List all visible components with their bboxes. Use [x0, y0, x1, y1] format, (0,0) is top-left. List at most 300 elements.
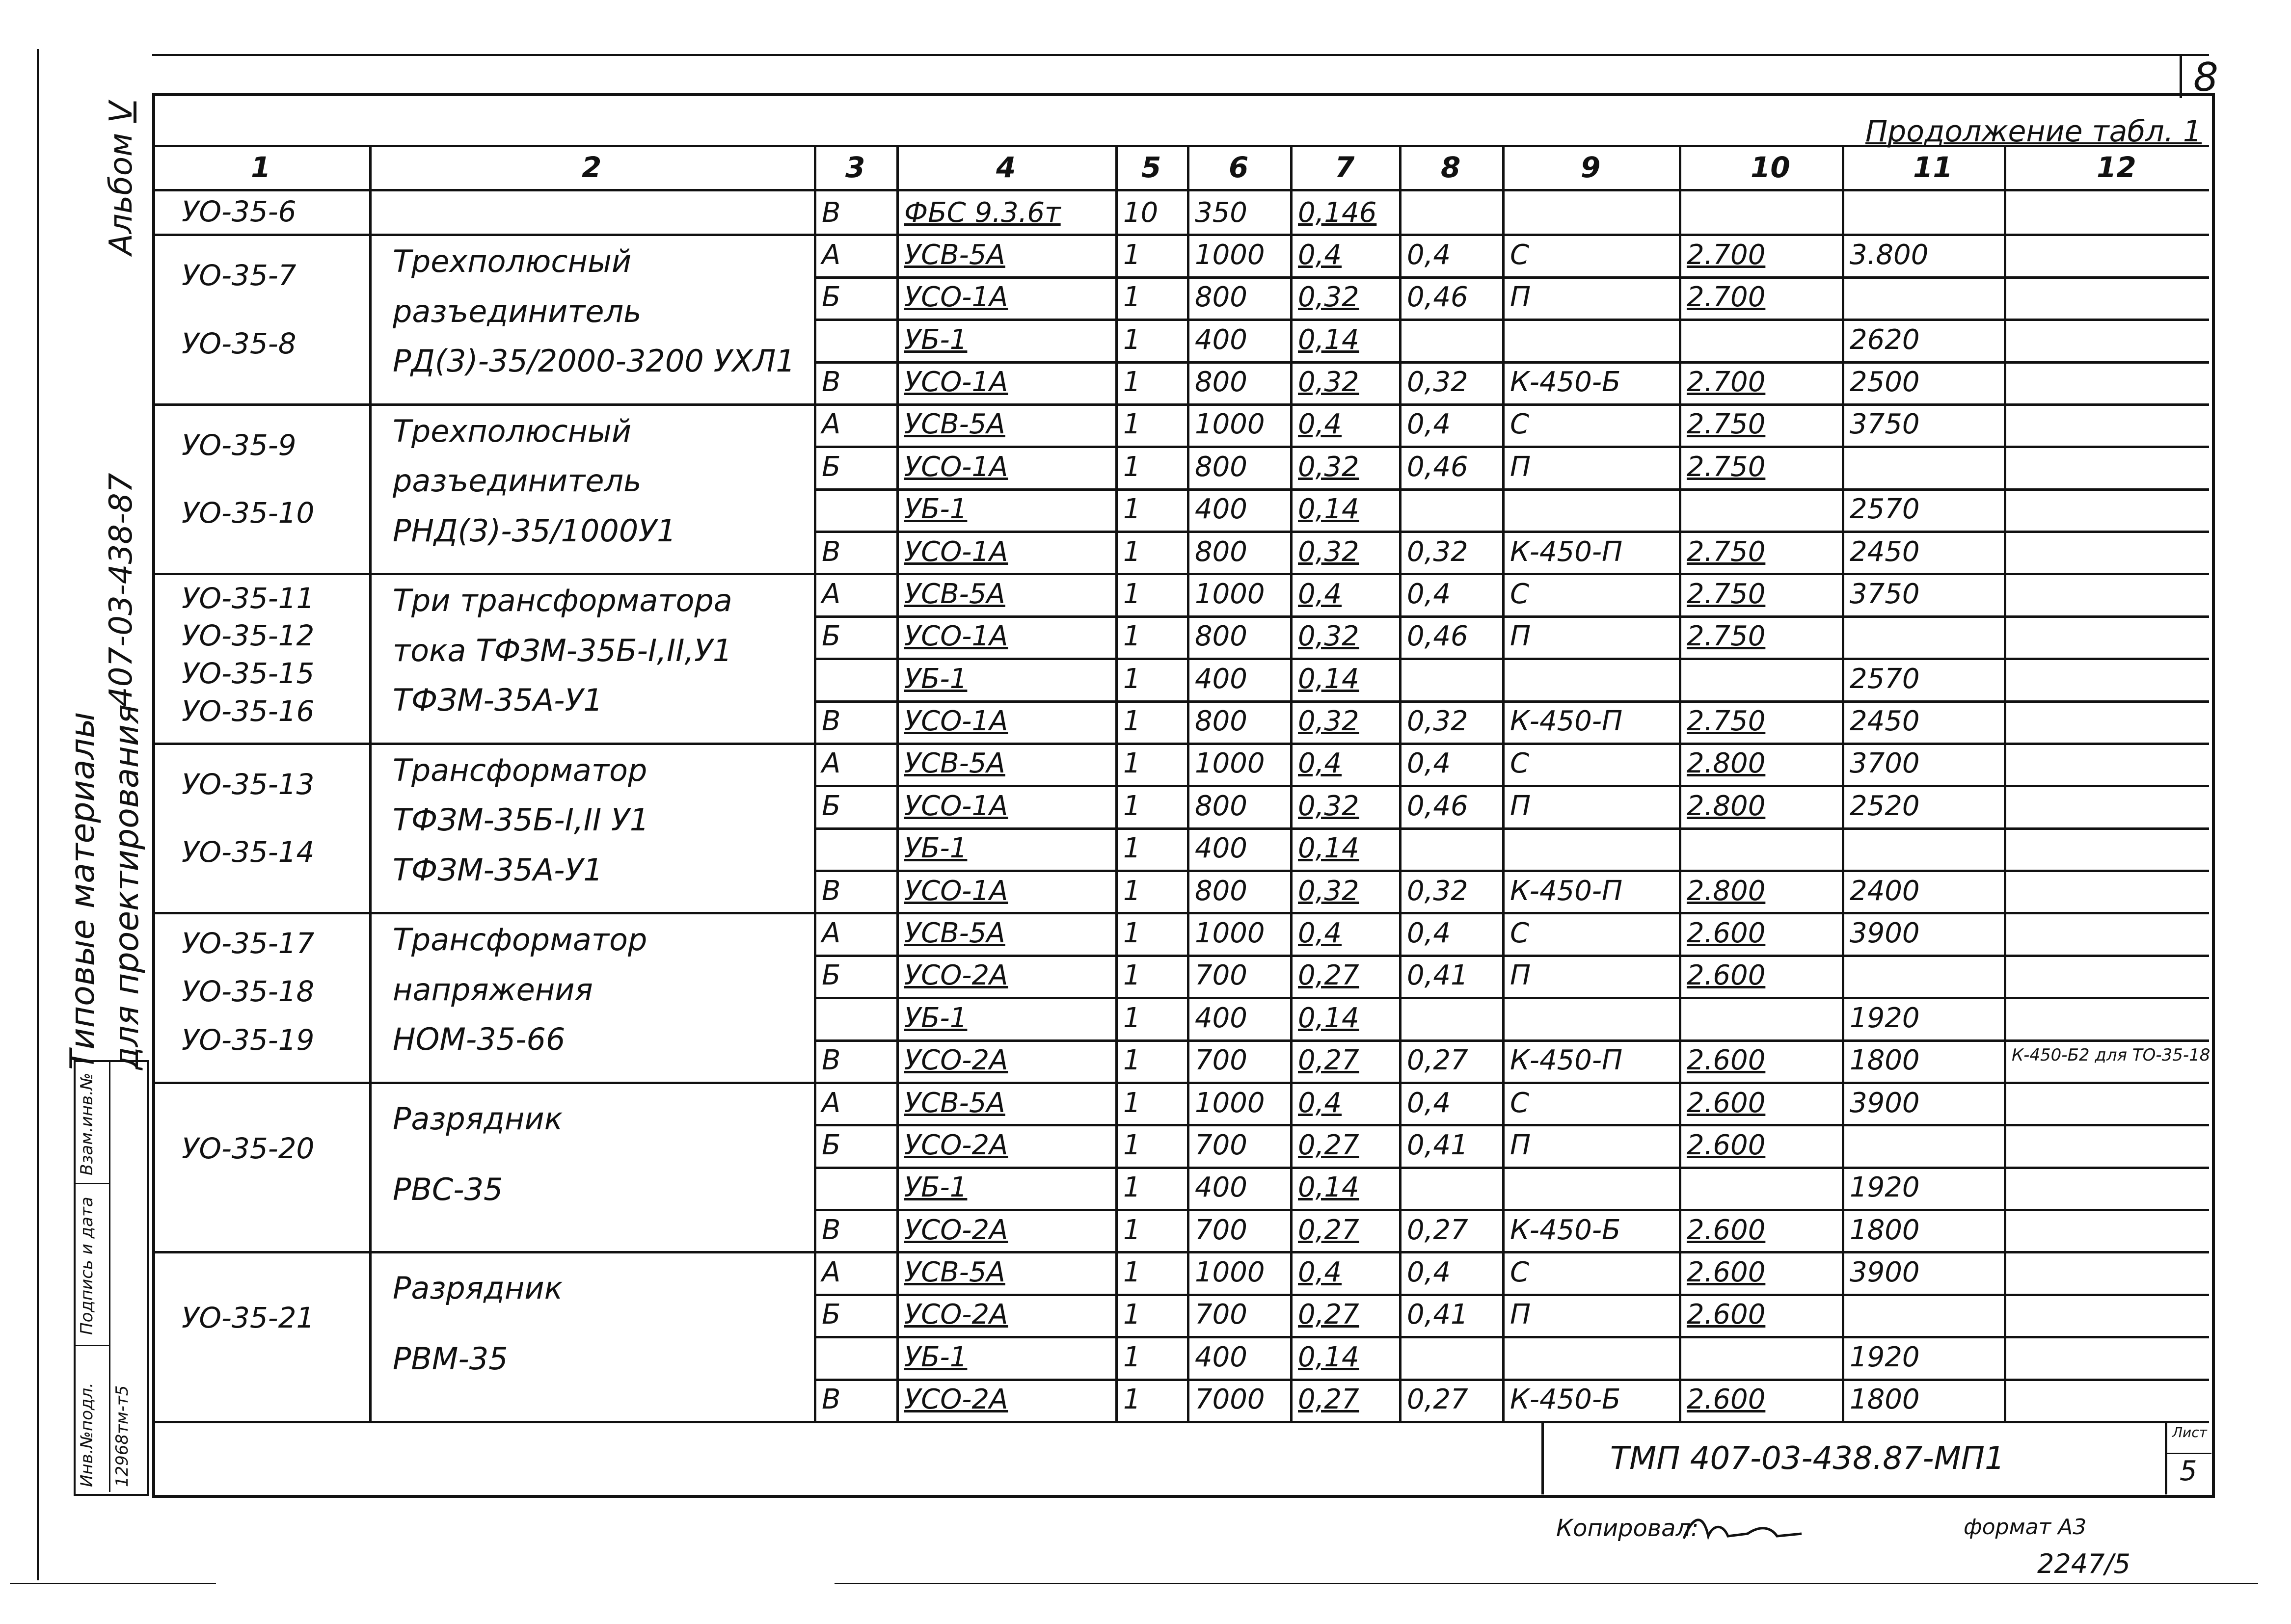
group-description: Разрядник	[393, 1100, 563, 1137]
group-divider	[152, 403, 814, 406]
table-cell-c10: 2.800	[1687, 790, 1766, 822]
table-cell-c9: П	[1510, 620, 1531, 653]
table-row-line	[814, 1082, 2209, 1084]
table-cell-c4: УСО-2А	[904, 1384, 1008, 1416]
table-cell-c4: УСО-1А	[904, 366, 1008, 399]
group-description: Три трансформатора	[393, 583, 732, 619]
table-row-line	[814, 361, 2209, 364]
group-divider	[152, 912, 814, 914]
table-cell-c6: 1000	[1195, 1256, 1265, 1289]
stamp-label-2: Подпись и дата	[77, 1197, 97, 1335]
table-cell-c10: 2.750	[1687, 578, 1766, 610]
table-cell-c8: 0,46	[1407, 451, 1468, 483]
table-row-line	[814, 446, 2209, 448]
table-row-line	[814, 700, 2209, 703]
table-cell-c4: УБ-1	[904, 1171, 968, 1204]
table-cell-c9: П	[1510, 451, 1531, 483]
group-description: ТФЗМ-35А-У1	[393, 682, 603, 719]
table-cell-c4: УБ-1	[904, 1002, 968, 1034]
table-cell-c9: К-450-П	[1510, 535, 1623, 568]
column-divider	[1290, 145, 1293, 1421]
table-cell-c9: П	[1510, 1299, 1531, 1331]
table-cell-c6: 400	[1195, 323, 1247, 356]
table-cell-c11: 2520	[1850, 790, 1920, 822]
stamp-row-1	[74, 1183, 110, 1184]
table-cell-c6: 800	[1195, 705, 1247, 738]
table-cell-c8: 0,4	[1407, 408, 1451, 441]
table-cell-c6: 1000	[1195, 1087, 1265, 1119]
title-block-sheet-line	[2165, 1421, 2167, 1494]
table-cell-c5: 1	[1123, 408, 1141, 441]
table-row-line	[814, 1039, 2209, 1042]
column-header: 6	[1229, 151, 1249, 184]
copied-by-label: Копировал:	[1556, 1515, 1699, 1542]
table-cell-c4: УСО-2А	[904, 1299, 1008, 1331]
table-cell-c10: 2.600	[1687, 1087, 1766, 1119]
group-divider	[152, 1251, 814, 1253]
table-cell-c7: 0,4	[1298, 917, 1342, 949]
title-line-2: для проектирования	[108, 704, 146, 1070]
table-cell-c10: 2.600	[1687, 1044, 1766, 1077]
table-row-line	[814, 1336, 2209, 1338]
table-cell-c9: П	[1510, 959, 1531, 992]
table-cell-c7: 0,27	[1298, 959, 1359, 992]
table-cell-c5: 1	[1123, 1087, 1141, 1119]
table-cell-c9: К-450-П	[1510, 875, 1623, 907]
table-cell-c5: 1	[1123, 790, 1141, 822]
table-cell-c7: 0,146	[1298, 196, 1377, 229]
table-cell-c6: 400	[1195, 1341, 1247, 1373]
table-row-line	[814, 997, 2209, 999]
table-cell-c3: А	[822, 917, 841, 949]
table-cell-c10: 2.750	[1687, 620, 1766, 653]
column-divider	[1842, 145, 1844, 1421]
table-cell-c4: УСВ-5А	[904, 747, 1005, 780]
sheet-number-box-line	[2180, 54, 2182, 98]
album-text: Альбом	[103, 133, 139, 255]
group-code: УО-35-20	[182, 1131, 315, 1165]
table-cell-c10: 2.600	[1687, 959, 1766, 992]
group-description: РВМ-35	[393, 1341, 508, 1377]
table-cell-c10: 2.600	[1687, 1129, 1766, 1161]
table-cell-c6: 800	[1195, 535, 1247, 568]
table-cell-c8: 0,32	[1407, 705, 1468, 738]
column-header: 5	[1141, 151, 1161, 184]
table-cell-c6: 700	[1195, 1129, 1247, 1161]
table-cell-c11: 3750	[1850, 408, 1920, 441]
table-cell-c7: 0,27	[1298, 1384, 1359, 1416]
table-cell-c6: 800	[1195, 281, 1247, 314]
table-cell-c6: 7000	[1195, 1384, 1265, 1416]
table-cell-c11: 2450	[1850, 535, 1920, 568]
column-divider	[1679, 145, 1681, 1421]
table-cell-c3: В	[822, 1384, 841, 1416]
table-cell-c7: 0,4	[1298, 408, 1342, 441]
group-divider	[152, 234, 814, 236]
table-cell-c8: 0,4	[1407, 747, 1451, 780]
table-cell-c11: 3700	[1850, 747, 1920, 780]
table-cell-c5: 1	[1123, 366, 1141, 399]
table-row-line	[814, 276, 2209, 279]
format-label: формат А3	[1964, 1515, 2087, 1540]
table-row-line	[814, 615, 2209, 618]
stamp-label-3: Взам.инв.№	[77, 1072, 97, 1175]
column-divider	[1187, 145, 1189, 1421]
table-cell-c7: 0,32	[1298, 281, 1359, 314]
table-cell-c9: С	[1510, 917, 1530, 949]
group-description: ТФЗМ-35Б-I,II У1	[393, 802, 649, 838]
table-cell-c7: 0,27	[1298, 1299, 1359, 1331]
table-cell-c8: 0,4	[1407, 1256, 1451, 1289]
table-cell-c9: К-450-Б	[1510, 366, 1621, 399]
table-cell-c3: Б	[822, 1299, 841, 1331]
stamp-value: 12968тм-т5	[112, 1385, 132, 1487]
table-cell-c3: Б	[822, 451, 841, 483]
table-cell-c8: 0,32	[1407, 366, 1468, 399]
table-cell-c8: 0,4	[1407, 239, 1451, 271]
table-row-line	[814, 403, 2209, 406]
table-cell-c7: 0,4	[1298, 747, 1342, 780]
table-cell-c6: 700	[1195, 1044, 1247, 1077]
column-header: 12	[2097, 151, 2136, 184]
table-row-line	[814, 955, 2209, 957]
title-block-left	[1541, 1421, 1544, 1494]
table-cell-c6: 400	[1195, 493, 1247, 526]
table-cell-c4: УСВ-5А	[904, 1087, 1005, 1119]
table-cell-c10: 2.750	[1687, 705, 1766, 738]
table-row-line	[814, 319, 2209, 321]
column-divider	[896, 145, 899, 1421]
table-cell-c8: 0,27	[1407, 1384, 1468, 1416]
table-cell-c6: 700	[1195, 959, 1247, 992]
table-cell-c10: 2.700	[1687, 239, 1766, 271]
archive-number: 2247/5	[2037, 1548, 2130, 1579]
table-cell-c4: УСО-1А	[904, 875, 1008, 907]
table-row-line	[814, 531, 2209, 533]
bottom-left-dash	[10, 1583, 216, 1584]
table-cell-c5: 1	[1123, 535, 1141, 568]
table-cell-c5: 1	[1123, 620, 1141, 653]
group-description: НОМ-35-66	[393, 1021, 566, 1058]
title-block-sheet-row	[2165, 1453, 2211, 1454]
table-cell-c3: Б	[822, 281, 841, 314]
column-header: 10	[1751, 151, 1790, 184]
table-cell-c11: 1800	[1850, 1214, 1920, 1246]
table-cell-c6: 400	[1195, 663, 1247, 695]
column-divider	[1115, 145, 1118, 1421]
table-cell-c5: 1	[1123, 1256, 1141, 1289]
table-cell-c5: 1	[1123, 747, 1141, 780]
table-cell-c10: 2.600	[1687, 917, 1766, 949]
group-description: разъединитель	[393, 293, 642, 329]
table-cell-c9: С	[1510, 1256, 1530, 1289]
table-cell-c7: 0,14	[1298, 323, 1359, 356]
table-cell-c11: 3900	[1850, 917, 1920, 949]
table-cell-c8: 0,27	[1407, 1044, 1468, 1077]
group-code: УО-35-21	[182, 1301, 315, 1335]
stamp-label-1: Инв.№подл.	[77, 1383, 97, 1487]
table-cell-c8: 0,41	[1407, 1299, 1468, 1331]
column-divider	[2004, 145, 2006, 1421]
table-cell-c9: К-450-П	[1510, 705, 1623, 738]
table-cell-c5: 1	[1123, 1341, 1141, 1373]
table-cell-c3: А	[822, 747, 841, 780]
table-cell-c8: 0,4	[1407, 1087, 1451, 1119]
group-description: напряжения	[393, 971, 593, 1008]
group-code: УО-35-10	[182, 496, 315, 530]
table-row-line	[814, 743, 2209, 745]
column-header: 4	[996, 151, 1016, 184]
table-cell-c4: УСО-1А	[904, 535, 1008, 568]
table-cell-c8: 0,41	[1407, 1129, 1468, 1161]
table-cell-c11: 1800	[1850, 1384, 1920, 1416]
table-cell-c9: С	[1510, 408, 1530, 441]
table-row-line	[814, 1209, 2209, 1211]
group-code: УО-35-9	[182, 428, 296, 462]
group-description: РД(3)-35/2000-3200 УХЛ1	[393, 343, 795, 379]
group-description: Трансформатор	[393, 922, 647, 958]
table-row-line	[814, 573, 2209, 575]
table-cell-c7: 0,14	[1298, 1171, 1359, 1204]
table-cell-c4: УБ-1	[904, 493, 968, 526]
table-cell-c10: 2.800	[1687, 875, 1766, 907]
table-cell-c3: А	[822, 1087, 841, 1119]
table-cell-c7: 0,4	[1298, 1087, 1342, 1119]
table-cell-c8: 0,32	[1407, 875, 1468, 907]
table-cell-c5: 1	[1123, 1171, 1141, 1204]
header-bottom-line	[152, 189, 2209, 191]
table-cell-c3: В	[822, 535, 841, 568]
group-code: УО-35-15	[182, 657, 315, 691]
top-margin-line	[152, 54, 2209, 56]
table-cell-c8: 0,46	[1407, 620, 1468, 653]
table-cell-c3: В	[822, 366, 841, 399]
table-cell-c5: 1	[1123, 578, 1141, 610]
table-cell-c3: В	[822, 1044, 841, 1077]
table-cell-c11: 2620	[1850, 323, 1920, 356]
document-code: ТМП 407-03-438.87-МП1	[1610, 1440, 2005, 1477]
table-cell-c6: 1000	[1195, 917, 1265, 949]
table-cell-c7: 0,32	[1298, 366, 1359, 399]
table-cell-c11: 3900	[1850, 1087, 1920, 1119]
table-cell-c10: 2.750	[1687, 535, 1766, 568]
table-cell-c5: 1	[1123, 323, 1141, 356]
group-divider	[152, 573, 814, 575]
table-cell-c5: 1	[1123, 1384, 1141, 1416]
table-cell-c10: 2.600	[1687, 1299, 1766, 1331]
table-cell-c4: УСВ-5А	[904, 408, 1005, 441]
group-description: Трехполюсный	[393, 413, 632, 449]
group-description: ТФЗМ-35А-У1	[393, 852, 603, 888]
table-cell-c9: К-450-П	[1510, 1044, 1623, 1077]
table-cell-c3: Б	[822, 790, 841, 822]
table-cell-c6: 800	[1195, 366, 1247, 399]
table-cell-c5: 1	[1123, 663, 1141, 695]
table-cell-c4: УСО-2А	[904, 1044, 1008, 1077]
table-cell-c8: 0,4	[1407, 917, 1451, 949]
table-cell-c8: 0,32	[1407, 535, 1468, 568]
group-description: разъединитель	[393, 463, 642, 499]
table-cell-c6: 800	[1195, 451, 1247, 483]
table-cell-c9: К-450-Б	[1510, 1384, 1621, 1416]
table-cell-c7: 0,4	[1298, 1256, 1342, 1289]
table-cell-c3: Б	[822, 1129, 841, 1161]
table-cell-c11: 2400	[1850, 875, 1920, 907]
table-row-line	[814, 1251, 2209, 1253]
table-cell-c11: 3900	[1850, 1256, 1920, 1289]
table-cell-c3: В	[822, 1214, 841, 1246]
table-cell-c5: 1	[1123, 832, 1141, 865]
table-row-line	[814, 785, 2209, 787]
table-cell-c7: 0,32	[1298, 620, 1359, 653]
table-cell-c5: 1	[1123, 959, 1141, 992]
table-cell-c7: 0,32	[1298, 875, 1359, 907]
table-cell-c7: 0,14	[1298, 1002, 1359, 1034]
table-cell-c3: Б	[822, 959, 841, 992]
group-code: УО-35-14	[182, 835, 315, 869]
table-cell-c11: 3750	[1850, 578, 1920, 610]
bottom-page-line	[835, 1583, 2258, 1584]
table-cell-c7: 0,14	[1298, 832, 1359, 865]
group-code: УО-35-12	[182, 619, 315, 653]
table-row-line	[814, 870, 2209, 872]
left-margin-line	[37, 49, 39, 1580]
group-code: УО-35-6	[182, 194, 296, 228]
table-row-line	[814, 912, 2209, 914]
table-cell-c5: 10	[1123, 196, 1159, 229]
table-cell-c4: ФБС 9.3.6т	[904, 196, 1061, 229]
group-description: тока ТФЗМ-35Б-I,II,У1	[393, 632, 732, 668]
table-cell-c5: 1	[1123, 239, 1141, 271]
album-label	[103, 101, 139, 255]
table-cell-c5: 1	[1123, 281, 1141, 314]
table-cell-c5: 1	[1123, 451, 1141, 483]
column-header: 7	[1335, 151, 1355, 184]
table-cell-c10: 2.600	[1687, 1384, 1766, 1416]
table-cell-c3: А	[822, 1256, 841, 1289]
title-line-1: Типовые материалы	[63, 712, 102, 1070]
table-cell-c4: УСО-1А	[904, 620, 1008, 653]
group-divider	[152, 1082, 814, 1084]
table-cell-c6: 700	[1195, 1214, 1247, 1246]
title-block-top	[152, 1421, 2209, 1423]
table-cell-c6: 400	[1195, 832, 1247, 865]
table-cell-c3: А	[822, 239, 841, 271]
table-cell-c6: 400	[1195, 1171, 1247, 1204]
table-cell-c6: 700	[1195, 1299, 1247, 1331]
group-code: УО-35-13	[182, 767, 315, 801]
table-continuation: Продолжение табл. 1	[1865, 114, 2202, 149]
table-row-line	[814, 1379, 2209, 1381]
column-header: 8	[1441, 151, 1461, 184]
stamp-divider	[109, 1060, 110, 1492]
table-cell-c8: 0,4	[1407, 578, 1451, 610]
sheet-number-value: 5	[2180, 1455, 2197, 1487]
column-header: 3	[845, 151, 865, 184]
table-cell-c3: В	[822, 196, 841, 229]
table-cell-c6: 1000	[1195, 578, 1265, 610]
table-cell-c9: К-450-Б	[1510, 1214, 1621, 1246]
table-cell-c10: 2.600	[1687, 1256, 1766, 1289]
table-cell-c3: Б	[822, 620, 841, 653]
group-code: УО-35-19	[182, 1023, 315, 1057]
table-cell-c4: УСО-1А	[904, 705, 1008, 738]
group-code: УО-35-7	[182, 259, 296, 293]
table-cell-c5: 1	[1123, 1299, 1141, 1331]
table-cell-c3: А	[822, 578, 841, 610]
column-header: 11	[1913, 151, 1953, 184]
table-cell-c11: 2450	[1850, 705, 1920, 738]
table-cell-c10: 2.800	[1687, 747, 1766, 780]
table-cell-c5: 1	[1123, 875, 1141, 907]
table-cell-c7: 0,14	[1298, 663, 1359, 695]
column-divider	[1502, 145, 1505, 1421]
table-cell-c5: 1	[1123, 1002, 1141, 1034]
album-number: V	[103, 101, 139, 123]
table-cell-c9: С	[1510, 578, 1530, 610]
project-code: 407-03-438-87	[103, 473, 139, 707]
stamp-row-2	[74, 1345, 110, 1346]
table-cell-c9: С	[1510, 239, 1530, 271]
table-cell-c7: 0,32	[1298, 790, 1359, 822]
table-cell-c4: УБ-1	[904, 1341, 968, 1373]
table-cell-c7: 0,27	[1298, 1214, 1359, 1246]
table-cell-c8: 0,27	[1407, 1214, 1468, 1246]
copier-signature	[1679, 1509, 1806, 1548]
table-cell-c6: 1000	[1195, 239, 1265, 271]
table-cell-c9: С	[1510, 747, 1530, 780]
table-cell-c4: УСО-1А	[904, 451, 1008, 483]
table-row-line	[814, 658, 2209, 660]
table-row-line	[814, 1294, 2209, 1296]
header-top-line	[152, 145, 2209, 147]
table-cell-c6: 1000	[1195, 747, 1265, 780]
group-code: УО-35-18	[182, 975, 315, 1009]
table-row-line	[814, 234, 2209, 236]
column-header: 2	[582, 151, 602, 184]
column-divider	[1399, 145, 1402, 1421]
table-cell-c7: 0,32	[1298, 705, 1359, 738]
group-code: УО-35-11	[182, 581, 315, 615]
table-cell-c11: 2500	[1850, 366, 1920, 399]
table-cell-c11: 2570	[1850, 493, 1920, 526]
table-cell-c5: 1	[1123, 705, 1141, 738]
table-cell-c7: 0,14	[1298, 493, 1359, 526]
table-cell-c6: 800	[1195, 620, 1247, 653]
table-cell-c8: 0,46	[1407, 281, 1468, 314]
table-cell-c7: 0,14	[1298, 1341, 1359, 1373]
table-cell-c6: 1000	[1195, 408, 1265, 441]
table-cell-c11: 1920	[1850, 1002, 1920, 1034]
group-description: Трехполюсный	[393, 243, 632, 280]
table-cell-c7: 0,27	[1298, 1044, 1359, 1077]
table-cell-c10: 2.750	[1687, 408, 1766, 441]
table-cell-c11: 3.800	[1850, 239, 1929, 271]
table-cell-c3: В	[822, 875, 841, 907]
table-row-line	[814, 1167, 2209, 1169]
table-cell-c11: 2570	[1850, 663, 1920, 695]
table-row-line	[814, 488, 2209, 491]
group-code: УО-35-17	[182, 926, 315, 960]
table-cell-c9: П	[1510, 790, 1531, 822]
table-cell-c7: 0,27	[1298, 1129, 1359, 1161]
table-cell-c6: 800	[1195, 790, 1247, 822]
column-divider	[814, 145, 816, 1421]
table-cell-c10: 2.600	[1687, 1214, 1766, 1246]
table-cell-c12: К-450-Б2 для ТО-35-18	[2012, 1045, 2210, 1065]
table-cell-c4: УСВ-5А	[904, 1256, 1005, 1289]
table-cell-c4: УСО-2А	[904, 1129, 1008, 1161]
